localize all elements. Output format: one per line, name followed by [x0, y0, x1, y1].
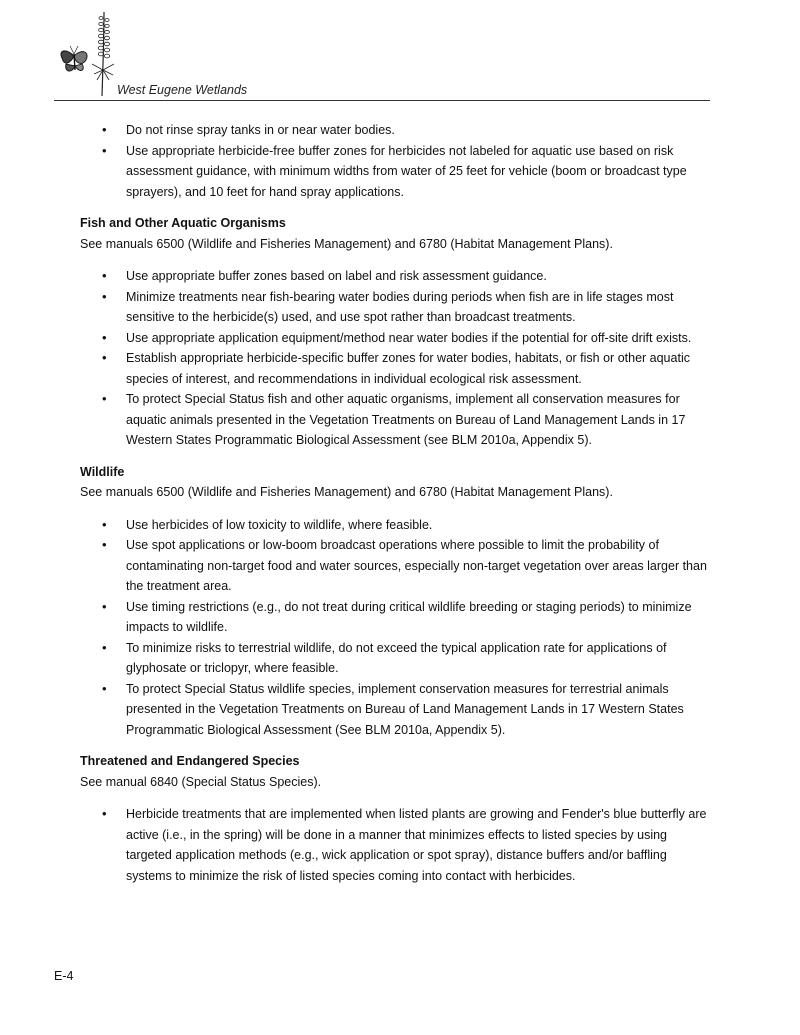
page-header	[54, 0, 710, 102]
page-number: E-4	[54, 969, 74, 983]
document-body	[80, 120, 710, 886]
section-wildlife	[80, 462, 710, 741]
section-reference: See manual 6840 (Special Status Species).	[80, 774, 322, 789]
bullet-item: • Herbicide treatments that are implemented when listed plants are growing and Fender's blue butterfly are active (i.e., in the spring) will be done in a manner that minimizes effects to listed species by using targeted application methods (e.g., wick application or spot spray), distance buffers and/or baffling systems to minimize the risk of listed species coming into contact with herbicides.	[80, 804, 710, 886]
section-fish-aquatic	[80, 213, 710, 451]
bullet-item: • To protect Special Status fish and other aquatic organisms, implement all conservation measures for aquatic animals presented in the Vegetation Treatments on Bureau of Land Management Lands in 17 Western States Programmatic Biological Assessment (see BLM 2010a, Appendix 5).	[80, 389, 710, 451]
bullet-list	[80, 266, 710, 451]
bullet-item: • Do not rinse spray tanks in or near water bodies.	[80, 120, 710, 141]
bullet-item: • Establish appropriate herbicide-specific buffer zones for water bodies, habitats, or fish or other aquatic species of interest, and recommendations in individual ecological risk assessment.	[80, 348, 710, 389]
section-reference: See manuals 6500 (Wildlife and Fisheries Management) and 6780 (Habitat Management Plans).	[80, 236, 613, 251]
bullet-item: • Use appropriate buffer zones based on label and risk assessment guidance.	[80, 266, 710, 287]
butterfly-lupine-logo-icon	[56, 8, 120, 100]
bullet-item: • To minimize risks to terrestrial wildlife, do not exceed the typical application rate for applications of glyphosate or triclopyr, where feasible.	[80, 638, 710, 679]
section-heading: Wildlife	[80, 464, 125, 479]
section-reference: See manuals 6500 (Wildlife and Fisheries Management) and 6780 (Habitat Management Plans).	[80, 485, 613, 499]
section-threatened-endangered	[80, 751, 710, 886]
bullet-item: • Minimize treatments near fish-bearing water bodies during periods when fish are in life stages most sensitive to the herbicide(s) used, and use spot rather than broadcast treatments.	[80, 287, 710, 328]
bullet-item: • Use timing restrictions (e.g., do not treat during critical wildlife breeding or staging periods) to minimize impacts to wildlife.	[80, 597, 710, 638]
section-heading: Fish and Other Aquatic Organisms	[80, 216, 286, 230]
bullet-item: • Use appropriate herbicide-free buffer zones for herbicides not labeled for aquatic use based on risk assessment guidance, with minimum widths from water of 25 feet for vehicle (boom or broadcast type sprayers), and 10 feet for hand spray applications.	[80, 141, 710, 203]
bullet-list	[80, 515, 710, 741]
header-divider	[54, 100, 710, 101]
bullet-item: • Use herbicides of low toxicity to wildlife, where feasible.	[80, 515, 710, 536]
bullet-item: • Use spot applications or low-boom broadcast operations where possible to limit the probability of contaminating non-target food and water sources, especially non-target vegetation over areas larger than the treatment area.	[80, 535, 710, 597]
header-title: West Eugene Wetlands	[117, 83, 248, 97]
bullet-item: • Use appropriate application equipment/method near water bodies if the potential for off-site drift exists.	[80, 328, 710, 349]
section-heading: Threatened and Endangered Species	[80, 754, 300, 768]
bullet-list	[80, 804, 710, 886]
bullet-item: • To protect Special Status wildlife species, implement conservation measures for terrestrial animals presented in the Vegetation Treatments on Bureau of Land Management Lands in 17 Western States Programmatic Biological Assessment (See BLM 2010a, Appendix 5).	[80, 679, 710, 741]
intro-bullet-list	[80, 120, 710, 202]
